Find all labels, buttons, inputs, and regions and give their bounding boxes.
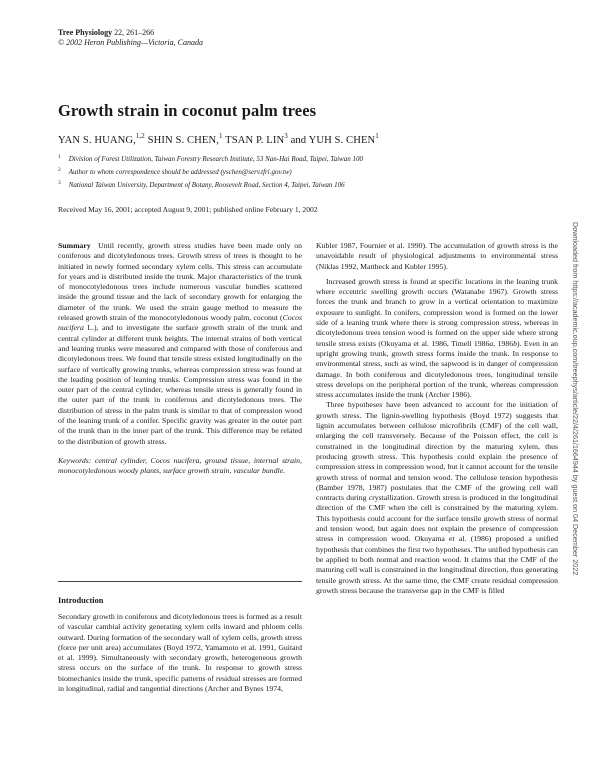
article-title: Growth strain in coconut palm trees xyxy=(58,101,317,120)
author-name: YUH S. CHEN xyxy=(308,135,376,146)
journal-name: Tree Physiology xyxy=(58,28,113,37)
affiliation: $^1$ Division of Forest Utilization, Taiwan Forestry Research Institute, 53 Nan-Hai Road, Taipei, Taiwan 100 xyxy=(58,154,363,163)
section-divider xyxy=(58,581,302,582)
author-name: YAN S. HUANG, xyxy=(58,135,136,146)
author-affiliation-mark: 3 xyxy=(284,132,288,140)
keywords: Keywords: central cylinder, Cocos nucifera, ground tissue, internal strain, monocotyledonous woody plants, surface growth strain, vascular bundle. xyxy=(58,455,302,476)
affiliation: $^2$ Author to whom correspondence should be addressed (yschen@serv.tfri.gov.tw) xyxy=(58,167,292,176)
author-affiliation-mark: 1 xyxy=(375,132,379,140)
introduction-text-left: Secondary growth in coniferous and dicotyledonous trees is formed as a result of vascular cambial activity generating xylem cells inward and phloem cells outward. During formation of the secondary wall of xylem cells, growth stress (force per unit area) accumulates (Boyd 1972, Yamamoto et al. 1991, Guitard et al. 1999). Simultaneously with secondary growth, heterogeneous growth stress occurs on the surface of the trunk. In response to growth stress biomechanics inside the trunk, specific patterns of residual stresses are formed in longitudinal, radial and tangential directions (Archer and Bynes 1974, xyxy=(58,612,302,694)
author-name: TSAN P. LIN xyxy=(225,135,285,146)
received-dates: Received May 16, 2001; accepted August 9, 2001; published online February 1, 2002 xyxy=(58,205,318,214)
introduction-text-right: Kubler 1987, Fournier et al. 1990). The accumulation of growth stress is the unavoidable result of physiological adjustments to environmental stress (Niklas 1992, Mattheck and Kubler 1995). Increased growth stress is found at specific locations in the leaning trunk where eccentric swelling growth occurs (Watanabe 1967). Growth stress forces the trunk and branch to grow in a vertical orientation to maximize exposure to sunlight. In conifers, compression wood is formed on the lower side of a leaning trunk where there is strong compression stress, whereas in dicotyledonous trees tension wood is formed on the upper side where strong tensile stress exists (Okuyama et al. 1986, Timell 1986a, 1986b). Even in an upright growing trunk, growth stress forms inside the trunk. In response to environmental stress, such as wind, the sapwood is in danger of compression damage. In both coniferous and dicotyledonous trees, longitudinal tensile stress develops on the peripheral portion of the trunk, whereas compression stress accumulates inside the trunk (Archer 1986). Three hypotheses have been advanced to account for the initiation of growth stress. The lignin-swelling hypothesis (Boyd 1972) suggests that lignin accumulates between cellulose microfibrils (CMF) of the cell wall, enlarging the cell transversely. Because of the Poisson effect, the cell is constrained in the longitudinal direction by the maturing xylem, thus producing growth stress. This hypothesis could explain the presence of compression stress in compression wood, but it cannot account for the tensile growth stress of normal and tension wood. The cellulose tension hypothesis (Bamber 1978, 1987) postulates that the CMF of the growing cell wall contracts during crystallization. Growth stress is produced in the longitudinal direction of the CMF when the cell is constrained by the maturing xylem. This hypothesis could account for the surface tensile growth stress of normal and tension wood, but again does not explain the presence of compression stress in compression wood. Okuyama et al. (1986) proposed a unified hypothesis that combines the first two hypotheses. The unified hypothesis can be applied to both normal and reaction wood. It claims that the CMF of the maturing cell wall is constrained in the longitudinal direction, thus generating tensile growth stress. At the same time, the CMF create residual compression growth stress because the transverse gap in the CMF is filled xyxy=(316,241,558,595)
download-watermark: Downloaded from https://academic.oup.com/treephys/article/22/4/261/1664944 by guest on 04 December 2022 xyxy=(571,222,580,576)
author-affiliation-mark: 1,2 xyxy=(135,132,145,140)
copyright: © 2002 Heron Publishing—Victoria, Canada xyxy=(58,38,203,47)
abstract: Summary Until recently, growth stress studies have been made only on coniferous and dicotyledonous trees. Growth stress of trees is thought to be initiated in newly formed secondary xylem cells. This stress can accumulate for years and is distributed inside the trunk. Major characteristics of the trunk of monocotyledonous trees include numerous vascular bundles scattered inside the ground tissue and the lack of secondary growth for enlarging the diameter of the trunk. We used the strain gauge method to measure the released growth strain of the monocotyledonous woody palm, coconut (Cocos nucifera L.), and to investigate the surface growth strain of the trunk and central cylinder at different trunk heights. The internal strains of both vertical and leaning trunks were measured and compared with those of coniferous and dicotyledonous trees. We found that tensile stress existed longitudinally on the surface of vertically growing trunks, whereas compression stress was found at the leading position of leaning trunks. Compression stress was found in the outer part of the central cylinder, whereas tensile stress is generally found in the outer part of the trunk in coniferous and dicotyledonous trees. The distribution of stress in the palm trunk is similar to that of compression wood of the leaning trunk of a conifer. Specific gravity was greater in the outer part of the trunk than in the inner part of the trunk. This difference may be related to the distribution of growth stress. Keywords: central cylinder, Cocos nucifera, ground tissue, internal strain, monocotyledonous woody plants, surface growth strain, vascular bundle. xyxy=(58,241,303,476)
affiliation: $^3$ National Taiwan University, Department of Botany, Roosevelt Road, Section 4, Taipei, Taiwan 106 xyxy=(58,180,345,189)
section-heading-introduction: Introduction xyxy=(58,596,104,605)
journal-header xyxy=(58,28,203,48)
abstract-label: Summary xyxy=(58,241,91,250)
author-name: SHIN S. CHEN, xyxy=(147,135,219,146)
author-affiliation-mark: 1 xyxy=(219,132,223,140)
author-list: YAN S. HUANG,$^{1,2}$ SHIN S. CHEN,$^1$ TSAN P. LIN$^3$ and YUH S. CHEN$^1$ xyxy=(58,132,379,146)
volume-pages: 22, 261–266 xyxy=(114,28,155,37)
